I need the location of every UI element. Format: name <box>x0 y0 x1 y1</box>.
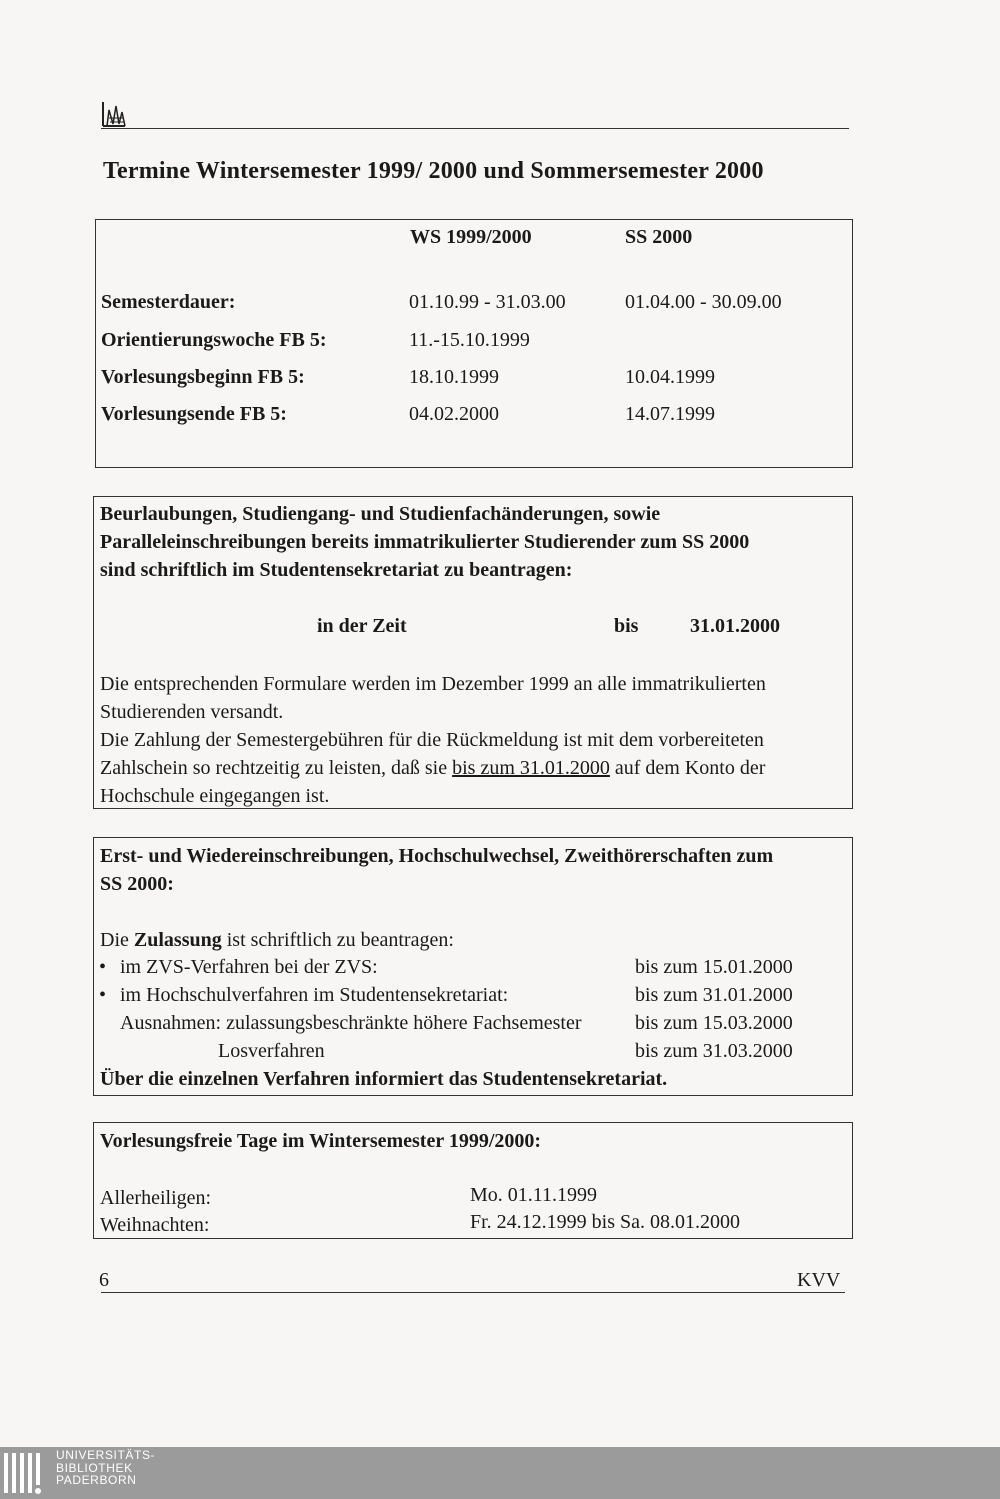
holiday-date: Fr. 24.12.1999 bis Sa. 08.01.2000 <box>470 1211 741 1233</box>
bullet-icon: • <box>99 956 107 978</box>
leave-text-line: Studierenden versandt. <box>100 701 284 723</box>
leave-period-label: in der Zeit <box>317 615 407 637</box>
admission-heading-line: SS 2000: <box>100 873 174 895</box>
leave-heading-line: Beurlaubungen, Studiengang- und Studienfachänderungen, sowie <box>100 503 661 525</box>
leave-text-line: Hochschule eingegangen ist. <box>100 785 330 807</box>
leave-period-date: 31.01.2000 <box>690 615 780 637</box>
holiday-date: Mo. 01.11.1999 <box>470 1184 598 1206</box>
footer-abbrev: KVV <box>797 1269 841 1291</box>
schedule-row-ws: 11.-15.10.1999 <box>409 329 530 351</box>
admission-exceptions-label: Ausnahmen: zulassungsbeschränkte höhere Fachsemester <box>120 1012 582 1034</box>
leave-payment-line <box>100 755 765 783</box>
header-rule <box>101 128 849 129</box>
library-name-line: BIBLIOTHEK <box>56 1460 133 1475</box>
schedule-row-ws: 01.10.99 - 31.03.00 <box>409 291 566 313</box>
admission-intro <box>100 929 454 952</box>
schedule-row-ss: 01.04.00 - 30.09.00 <box>625 291 782 313</box>
admission-intro-text: Die <box>100 929 134 951</box>
page-title: Termine Wintersemester 1999/ 2000 und Sommersemester 2000 <box>103 158 764 184</box>
schedule-row-ss: 10.04.1999 <box>625 366 715 388</box>
payment-deadline: bis zum 31.01.2000 <box>452 757 610 779</box>
library-logo-icon <box>4 1451 48 1495</box>
payment-text: auf dem Konto der <box>609 757 766 779</box>
payment-text: Zahlschein so rechtzeitig zu leisten, daß sie <box>100 757 453 779</box>
schedule-row-ws: 18.10.1999 <box>409 366 499 388</box>
admission-heading-line: Erst- und Wiedereinschreibungen, Hochschulwechsel, Zweithörerschaften zum <box>100 845 774 867</box>
leave-text-line: Die entsprechenden Formulare werden im Dezember 1999 an alle immatrikulierten <box>100 673 766 695</box>
bullet-icon: • <box>99 984 107 1006</box>
leave-text-line: Die Zahlung der Semestergebühren für die Rückmeldung ist mit dem vorbereiteten <box>100 729 764 751</box>
schedule-row-ss: 14.07.1999 <box>625 403 715 425</box>
admission-item-label: im ZVS-Verfahren bei der ZVS: <box>120 956 378 978</box>
leave-period-bis: bis <box>614 615 639 637</box>
admission-item-deadline: bis zum 31.01.2000 <box>635 984 793 1006</box>
admission-lottery-label: Losverfahren <box>218 1040 325 1062</box>
admission-lottery-deadline: bis zum 31.03.2000 <box>635 1040 793 1062</box>
schedule-header-ws: WS 1999/2000 <box>410 226 532 248</box>
admission-exceptions-deadline: bis zum 15.03.2000 <box>635 1012 793 1034</box>
admission-footer: Über die einzelnen Verfahren informiert das Studentensekretariat. <box>100 1068 668 1090</box>
leave-heading-line: Paralleleinschreibungen bereits immatrikulierter Studierender zum SS 2000 <box>100 531 750 553</box>
holidays-heading: Vorlesungsfreie Tage im Wintersemester 1999/2000: <box>100 1130 542 1152</box>
leave-heading-line: sind schriftlich im Studentensekretariat zu beantragen: <box>100 559 573 581</box>
schedule-row-label: Semesterdauer: <box>101 291 236 313</box>
library-name-line: UNIVERSITÄTS- <box>56 1448 156 1462</box>
schedule-row-label: Vorlesungsbeginn FB 5: <box>101 366 305 388</box>
schedule-header-ss: SS 2000 <box>625 226 693 248</box>
admission-intro-bold: Zulassung <box>133 929 222 951</box>
admission-intro-text: ist schriftlich zu beantragen: <box>221 929 454 951</box>
library-name <box>56 1449 155 1487</box>
page-number: 6 <box>99 1269 109 1291</box>
admission-item-deadline: bis zum 15.01.2000 <box>635 956 793 978</box>
admission-item-label: im Hochschulverfahren im Studentensekretariat: <box>120 984 509 1006</box>
library-name-line: PADERBORN <box>56 1473 137 1487</box>
footer-rule <box>101 1292 845 1293</box>
schedule-row-label: Vorlesungsende FB 5: <box>101 403 287 425</box>
holiday-label: Weihnachten: <box>100 1214 210 1236</box>
faculty-logo-icon <box>101 98 127 128</box>
schedule-row-ws: 04.02.2000 <box>409 403 499 425</box>
holiday-label: Allerheiligen: <box>100 1187 212 1209</box>
schedule-row-label: Orientierungswoche FB 5: <box>101 329 327 351</box>
